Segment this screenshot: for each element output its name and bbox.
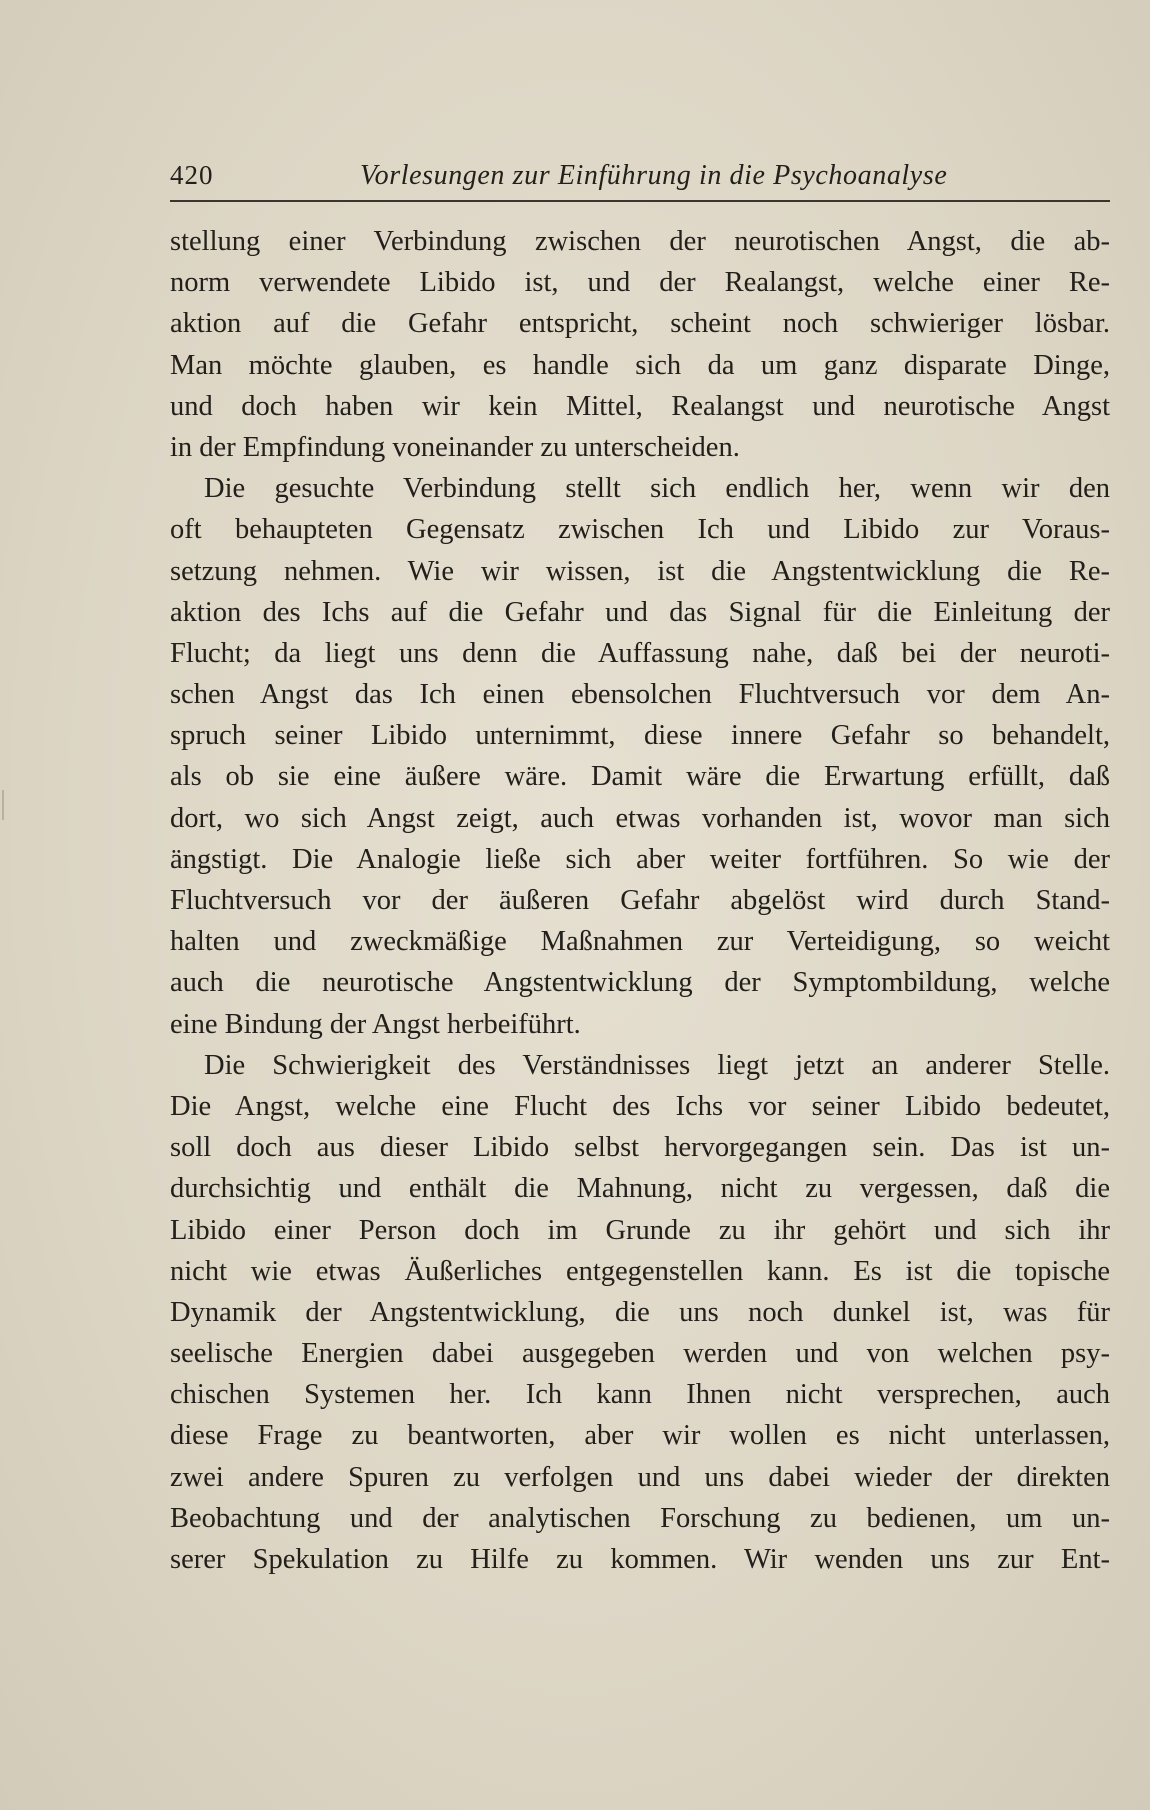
text-line: in der Empfindung voneinander zu unterscheiden. <box>170 431 740 463</box>
text-line: chischen Systemen her. Ich kann Ihnen nicht versprechen, auch <box>170 1379 1110 1411</box>
running-title: Vorlesungen zur Einführung in die Psychoanalyse <box>360 160 948 191</box>
text-line: stellung einer Verbindung zwischen der neurotischen Angst, die ab- <box>170 226 1110 257</box>
text-line: nicht wie etwas Äußerliches entgegenstellen kann. Es ist die topische <box>170 1255 1110 1287</box>
text-line: Man möchte glauben, es handle sich da um ganz disparate Dinge, <box>170 349 1110 381</box>
text-line: Die gesuchte Verbindung stellt sich endlich her, wenn wir den <box>204 473 1110 505</box>
text-line: oft behaupteten Gegensatz zwischen Ich und Libido zur Voraus- <box>170 514 1110 546</box>
text-line: seelische Energien dabei ausgegeben werden und von welchen psy- <box>170 1338 1110 1370</box>
text-line: Flucht; da liegt uns denn die Auffassung nahe, daß bei der neuroti- <box>170 637 1110 669</box>
text-line: als ob sie eine äußere wäre. Damit wäre die Erwartung erfüllt, daß <box>170 761 1110 793</box>
text-line: Dynamik der Angstentwicklung, die uns noch dunkel ist, was für <box>170 1296 1110 1328</box>
text-line: soll doch aus dieser Libido selbst hervorgegangen sein. Das ist un- <box>170 1132 1110 1164</box>
text-line: Beobachtung und der analytischen Forschung zu bedienen, um un- <box>170 1502 1110 1534</box>
text-line: aktion auf die Gefahr entspricht, scheint noch schwieriger lösbar. <box>170 308 1110 340</box>
text-line: ängstigt. Die Analogie ließe sich aber weiter fortführen. So wie der <box>170 843 1110 875</box>
text-line: Die Angst, welche eine Flucht des Ichs vor seiner Libido bedeutet, <box>170 1090 1110 1122</box>
text-line: dort, wo sich Angst zeigt, auch etwas vorhanden ist, wovor man sich <box>170 802 1110 834</box>
text-line: diese Frage zu beantworten, aber wir wollen es nicht unterlassen, <box>170 1420 1110 1452</box>
text-line: norm verwendete Libido ist, und der Realangst, welche einer Re- <box>170 267 1110 299</box>
text-line: durchsichtig und enthält die Mahnung, nicht zu vergessen, daß die <box>170 1173 1110 1205</box>
text-line: Fluchtversuch vor der äußeren Gefahr abgelöst wird durch Stand- <box>170 885 1110 916</box>
text-line: schen Angst das Ich einen ebensolchen Fluchtversuch vor dem An- <box>170 679 1110 711</box>
text-line: setzung nehmen. Wie wir wissen, ist die Angstentwicklung die Re- <box>170 555 1110 587</box>
text-line: zwei andere Spuren zu verfolgen und uns dabei wieder der direkten <box>170 1461 1110 1493</box>
page-edge-mark <box>2 790 4 820</box>
text-line: Die Schwierigkeit des Verständnisses liegt jetzt an anderer Stelle. <box>204 1049 1110 1081</box>
body-text <box>170 221 1110 1580</box>
text-line: serer Spekulation zu Hilfe zu kommen. Wir wenden uns zur Ent- <box>170 1544 1110 1575</box>
text-line: spruch seiner Libido unternimmt, diese innere Gefahr so behandelt, <box>170 720 1110 752</box>
page-number: 420 <box>170 160 214 190</box>
text-line: aktion des Ichs auf die Gefahr und das Signal für die Einleitung der <box>170 596 1110 628</box>
text-line: eine Bindung der Angst herbeiführt. <box>170 1008 581 1040</box>
text-line: und doch haben wir kein Mittel, Realangst und neurotische Angst <box>170 390 1110 422</box>
text-line: Libido einer Person doch im Grunde zu ihr gehört und sich ihr <box>170 1214 1110 1246</box>
text-line: halten und zweckmäßige Maßnahmen zur Verteidigung, so weicht <box>170 926 1110 958</box>
text-line: auch die neurotische Angstentwicklung der Symptombildung, welche <box>170 967 1110 999</box>
page-header <box>170 160 1110 202</box>
